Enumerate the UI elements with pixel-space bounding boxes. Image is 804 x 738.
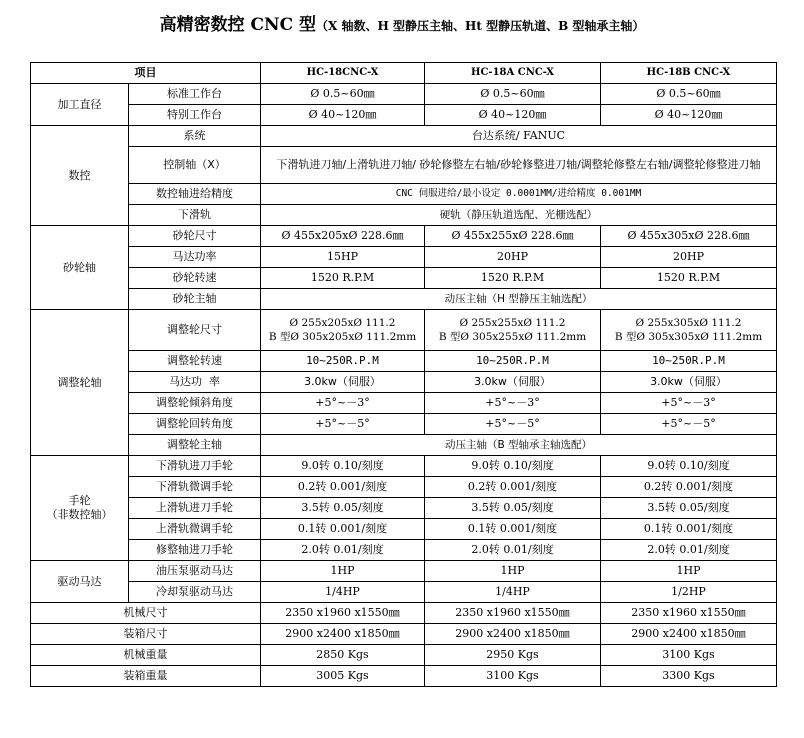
cell-value: 硬轨（静压轨道选配、光栅选配）	[261, 205, 777, 226]
table-row	[31, 205, 777, 226]
cell-line: Ø 255x205xØ 111.2	[289, 317, 396, 329]
cell-value: Ø 0.5~60㎜	[425, 84, 601, 105]
cell-value: 1HP	[261, 561, 425, 582]
cell-value: 3.5转 0.05/刻度	[425, 498, 601, 519]
cell-value: 10~250R.P.M	[601, 351, 777, 372]
table-row	[31, 414, 777, 435]
cell-value: +5°~－3°	[425, 393, 601, 414]
spec-table	[30, 62, 777, 687]
table-row	[31, 126, 777, 147]
cell-value: 3.0kw（伺服）	[601, 372, 777, 393]
table-row	[31, 351, 777, 372]
category-handwheel-label: 手轮	[68, 494, 91, 507]
cell-value: 9.0转 0.10/刻度	[261, 456, 425, 477]
cell-value: 2850 Kgs	[261, 645, 425, 666]
row-label: 控制轴（X）	[129, 147, 261, 184]
cell-line: B 型Ø 305x305xØ 111.2mm	[614, 331, 763, 343]
cell-value: 3100 Kgs	[425, 666, 601, 687]
cell-value: 2950 Kgs	[425, 645, 601, 666]
row-label: 砂轮尺寸	[129, 226, 261, 247]
cell-value: Ø 455x305xØ 228.6㎜	[601, 226, 777, 247]
row-label: 修整轴进刀手轮	[129, 540, 261, 561]
title-subtitle: （X 轴数、H 型静压主轴、Ht 型静压轨道、B 型轴承主轴）	[316, 19, 645, 33]
row-label: 冷却泵驱动马达	[129, 582, 261, 603]
cell-value: 台达系统/ FANUC	[261, 126, 777, 147]
cell-value	[261, 310, 425, 351]
cell-value: 2900 x2400 x1850㎜	[425, 624, 601, 645]
cell-value: 0.2转 0.001/刻度	[425, 477, 601, 498]
table-row	[31, 582, 777, 603]
cell-value: 20HP	[601, 247, 777, 268]
table-row	[31, 147, 777, 184]
cell-value: 0.1转 0.001/刻度	[601, 519, 777, 540]
cell-value: 9.0转 0.10/刻度	[601, 456, 777, 477]
category-drive-motor: 驱动马达	[31, 561, 129, 603]
table-row	[31, 393, 777, 414]
cell-value: 10~250R.P.M	[261, 351, 425, 372]
table-row	[31, 624, 777, 645]
table-row	[31, 498, 777, 519]
category-machining-diameter: 加工直径	[31, 84, 129, 126]
cell-line: Ø 255x305xØ 111.2	[635, 317, 742, 329]
cell-value: 0.2转 0.001/刻度	[261, 477, 425, 498]
cell-value: 动压主轴（B 型轴承主轴选配）	[261, 435, 777, 456]
cell-value: 3300 Kgs	[601, 666, 777, 687]
cell-value: 2.0转 0.01/刻度	[261, 540, 425, 561]
cell-value: 1520 R.P.M	[425, 268, 601, 289]
cell-value: 1520 R.P.M	[261, 268, 425, 289]
table-row	[31, 289, 777, 310]
table-row	[31, 519, 777, 540]
table-row	[31, 310, 777, 351]
row-label: 马达功 率	[129, 372, 261, 393]
row-label: 装箱尺寸	[31, 624, 261, 645]
cell-value: 15HP	[261, 247, 425, 268]
row-label: 数控轴进给精度	[129, 184, 261, 205]
header-model-2: HC-18A CNC-X	[425, 63, 601, 84]
cell-value: 1/4HP	[261, 582, 425, 603]
cell-value: 10~250R.P.M	[425, 351, 601, 372]
table-row	[31, 372, 777, 393]
cell-value: 2.0转 0.01/刻度	[425, 540, 601, 561]
row-label: 马达功率	[129, 247, 261, 268]
cell-value: 2.0转 0.01/刻度	[601, 540, 777, 561]
cell-value: +5°~－3°	[261, 393, 425, 414]
row-label: 砂轮转速	[129, 268, 261, 289]
category-handwheel-note: （非数控轴）	[46, 508, 113, 521]
cell-value: 2900 x2400 x1850㎜	[261, 624, 425, 645]
cell-value: +5°~－3°	[601, 393, 777, 414]
table-header-row	[31, 63, 777, 84]
row-label: 上滑轨微调手轮	[129, 519, 261, 540]
cell-value: Ø 0.5~60㎜	[261, 84, 425, 105]
cell-value: 2350 x1960 x1550㎜	[261, 603, 425, 624]
cell-value: 动压主轴（H 型静压主轴选配）	[261, 289, 777, 310]
table-row	[31, 477, 777, 498]
category-cnc: 数控	[31, 126, 129, 226]
cell-line: Ø 255x255xØ 111.2	[459, 317, 566, 329]
header-model-3: HC-18B CNC-X	[601, 63, 777, 84]
cell-value: 9.0转 0.10/刻度	[425, 456, 601, 477]
title-main: 高精密数控 CNC 型	[159, 15, 317, 35]
page-title	[0, 10, 804, 35]
table-row	[31, 84, 777, 105]
row-label: 上滑轨进刀手轮	[129, 498, 261, 519]
cell-line: B 型Ø 305x205xØ 111.2mm	[268, 331, 417, 343]
row-label: 系统	[129, 126, 261, 147]
cell-value: 3.0kw（伺服）	[261, 372, 425, 393]
cell-value: Ø 40~120㎜	[425, 105, 601, 126]
cell-value: Ø 455x205xØ 228.6㎜	[261, 226, 425, 247]
table-row	[31, 268, 777, 289]
cell-value: 3100 Kgs	[601, 645, 777, 666]
cell-value: Ø 455x255xØ 228.6㎜	[425, 226, 601, 247]
table-row	[31, 666, 777, 687]
row-label: 机械尺寸	[31, 603, 261, 624]
cell-value: Ø 40~120㎜	[261, 105, 425, 126]
category-grinding-wheel: 砂轮轴	[31, 226, 129, 310]
row-label: 装箱重量	[31, 666, 261, 687]
table-row	[31, 540, 777, 561]
header-item: 项目	[31, 63, 261, 84]
row-label: 油压泵驱动马达	[129, 561, 261, 582]
row-label: 砂轮主轴	[129, 289, 261, 310]
row-label: 调整轮回转角度	[129, 414, 261, 435]
row-label: 调整轮主轴	[129, 435, 261, 456]
cell-value: 3.5转 0.05/刻度	[261, 498, 425, 519]
cell-value: CNC 伺服进给/最小设定 0.0001MM/进给精度 0.001MM	[261, 184, 777, 205]
cell-value: Ø 0.5~60㎜	[601, 84, 777, 105]
row-label: 调整轮转速	[129, 351, 261, 372]
category-handwheel	[31, 456, 129, 561]
table-row	[31, 184, 777, 205]
cell-value: 下滑轨进刀轴/上滑轨进刀轴/ 砂轮修整左右轴/砂轮修整进刀轴/调整轮修整左右轴/调整轮修整进刀轴	[261, 147, 777, 184]
row-label: 特别工作台	[129, 105, 261, 126]
table-row	[31, 226, 777, 247]
cell-value: +5°~－5°	[425, 414, 601, 435]
row-label: 机械重量	[31, 645, 261, 666]
cell-value: 1520 R.P.M	[601, 268, 777, 289]
cell-value: 20HP	[425, 247, 601, 268]
row-label: 调整轮倾斜角度	[129, 393, 261, 414]
cell-value: 0.1转 0.001/刻度	[261, 519, 425, 540]
category-regulating-wheel: 调整轮轴	[31, 310, 129, 456]
cell-value: Ø 40~120㎜	[601, 105, 777, 126]
cell-value: 1/2HP	[601, 582, 777, 603]
cell-value	[601, 310, 777, 351]
table-row	[31, 456, 777, 477]
row-label: 标准工作台	[129, 84, 261, 105]
table-row	[31, 435, 777, 456]
table-row	[31, 247, 777, 268]
cell-value: 0.1转 0.001/刻度	[425, 519, 601, 540]
table-row	[31, 561, 777, 582]
cell-value: 0.2转 0.001/刻度	[601, 477, 777, 498]
row-label: 下滑轨微调手轮	[129, 477, 261, 498]
cell-value: 2900 x2400 x1850㎜	[601, 624, 777, 645]
cell-value: 1HP	[601, 561, 777, 582]
table-row	[31, 645, 777, 666]
cell-value: 3005 Kgs	[261, 666, 425, 687]
cell-value: 1HP	[425, 561, 601, 582]
cell-value: 2350 x1960 x1550㎜	[425, 603, 601, 624]
cell-value: 2350 x1960 x1550㎜	[601, 603, 777, 624]
header-model-1: HC-18CNC-X	[261, 63, 425, 84]
row-label: 下滑轨	[129, 205, 261, 226]
cell-value: 3.5转 0.05/刻度	[601, 498, 777, 519]
table-row	[31, 603, 777, 624]
cell-line: B 型Ø 305x255xØ 111.2mm	[438, 331, 587, 343]
cell-value: +5°~－5°	[261, 414, 425, 435]
row-label: 调整轮尺寸	[129, 310, 261, 351]
cell-value: 3.0kw（伺服）	[425, 372, 601, 393]
row-label: 下滑轨进刀手轮	[129, 456, 261, 477]
table-row	[31, 105, 777, 126]
cell-value: 1/4HP	[425, 582, 601, 603]
cell-value	[425, 310, 601, 351]
cell-value: +5°~－5°	[601, 414, 777, 435]
